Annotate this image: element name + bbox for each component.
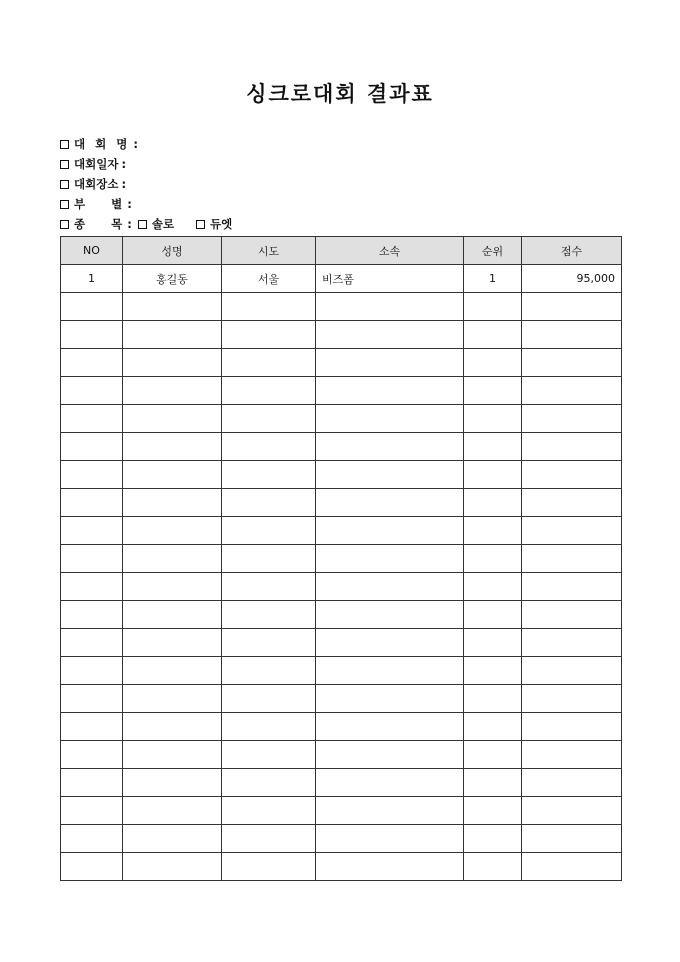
cell-affiliation <box>316 321 464 349</box>
cell-score <box>522 405 622 433</box>
table-row <box>61 797 622 825</box>
cell-region <box>222 601 316 629</box>
cell-name <box>123 769 222 797</box>
cell-rank <box>464 405 522 433</box>
info-colon: : <box>127 217 132 231</box>
cell-score <box>522 713 622 741</box>
cell-no <box>61 517 123 545</box>
cell-no <box>61 461 123 489</box>
cell-no <box>61 293 123 321</box>
cell-no <box>61 685 123 713</box>
cell-score <box>522 853 622 881</box>
cell-region <box>222 657 316 685</box>
info-colon: : <box>121 157 127 171</box>
table-header-row <box>61 237 622 265</box>
cell-name <box>123 797 222 825</box>
cell-rank: 1 <box>464 265 522 293</box>
header-affiliation: 소속 <box>316 237 464 265</box>
info-block <box>60 134 232 234</box>
cell-affiliation <box>316 741 464 769</box>
cell-region <box>222 629 316 657</box>
info-competition-date <box>60 154 232 174</box>
table-row <box>61 769 622 797</box>
cell-rank <box>464 601 522 629</box>
page-title: 싱크로대회 결과표 <box>246 81 434 106</box>
table-row <box>61 545 622 573</box>
cell-rank <box>464 685 522 713</box>
cell-affiliation <box>316 293 464 321</box>
cell-rank <box>464 461 522 489</box>
cell-affiliation <box>316 377 464 405</box>
cell-rank <box>464 853 522 881</box>
cell-affiliation <box>316 713 464 741</box>
table-row <box>61 433 622 461</box>
header-region: 시도 <box>222 237 316 265</box>
cell-name <box>123 573 222 601</box>
info-label: 대회일자 <box>74 157 119 171</box>
cell-region <box>222 433 316 461</box>
cell-no <box>61 629 123 657</box>
cell-rank <box>464 825 522 853</box>
cell-name <box>123 433 222 461</box>
cell-name <box>123 489 222 517</box>
cell-score <box>522 321 622 349</box>
cell-score <box>522 545 622 573</box>
checkbox-icon <box>60 160 69 169</box>
table-body <box>61 265 622 881</box>
checkbox-icon <box>60 220 69 229</box>
table-row <box>61 293 622 321</box>
cell-name <box>123 517 222 545</box>
table-row <box>61 601 622 629</box>
table-row <box>61 741 622 769</box>
info-event <box>60 214 232 234</box>
table-row <box>61 853 622 881</box>
cell-no <box>61 377 123 405</box>
cell-region <box>222 713 316 741</box>
cell-name: 홍길동 <box>123 265 222 293</box>
cell-score <box>522 685 622 713</box>
cell-name <box>123 825 222 853</box>
info-competition-name <box>60 134 232 154</box>
info-label: 대회장소 <box>74 177 119 191</box>
info-competition-venue <box>60 174 232 194</box>
header-score: 점수 <box>522 237 622 265</box>
cell-rank <box>464 657 522 685</box>
cell-region <box>222 517 316 545</box>
info-colon: : <box>121 177 127 191</box>
cell-region <box>222 377 316 405</box>
header-rank: 순위 <box>464 237 522 265</box>
cell-name <box>123 545 222 573</box>
event-option-label: 듀엣 <box>210 217 233 231</box>
cell-affiliation <box>316 601 464 629</box>
cell-name <box>123 461 222 489</box>
cell-affiliation <box>316 489 464 517</box>
checkbox-icon <box>60 200 69 209</box>
table-row <box>61 517 622 545</box>
cell-no <box>61 825 123 853</box>
table-row <box>61 657 622 685</box>
cell-score <box>522 377 622 405</box>
cell-name <box>123 293 222 321</box>
cell-affiliation <box>316 461 464 489</box>
cell-score: 95,000 <box>522 265 622 293</box>
cell-rank <box>464 517 522 545</box>
cell-affiliation <box>316 573 464 601</box>
cell-no <box>61 489 123 517</box>
cell-no <box>61 601 123 629</box>
cell-score <box>522 657 622 685</box>
cell-score <box>522 517 622 545</box>
cell-region <box>222 573 316 601</box>
cell-no <box>61 741 123 769</box>
cell-region <box>222 797 316 825</box>
table-row <box>61 377 622 405</box>
cell-no <box>61 405 123 433</box>
cell-affiliation <box>316 517 464 545</box>
table-row <box>61 265 622 293</box>
checkbox-icon <box>60 140 69 149</box>
cell-no <box>61 713 123 741</box>
cell-name <box>123 601 222 629</box>
info-label: 대 회 명 <box>74 137 131 151</box>
cell-rank <box>464 629 522 657</box>
table-row <box>61 573 622 601</box>
table-row <box>61 825 622 853</box>
cell-region <box>222 545 316 573</box>
cell-no <box>61 769 123 797</box>
cell-rank <box>464 321 522 349</box>
cell-no <box>61 433 123 461</box>
cell-name <box>123 741 222 769</box>
cell-rank <box>464 433 522 461</box>
event-option-duet[interactable] <box>196 214 232 234</box>
cell-no <box>61 321 123 349</box>
cell-name <box>123 685 222 713</box>
cell-region <box>222 349 316 377</box>
cell-name <box>123 657 222 685</box>
header-name: 성명 <box>123 237 222 265</box>
header-no: NO <box>61 237 123 265</box>
cell-affiliation <box>316 657 464 685</box>
cell-no <box>61 349 123 377</box>
cell-no <box>61 573 123 601</box>
cell-name <box>123 713 222 741</box>
table-row <box>61 405 622 433</box>
cell-rank <box>464 377 522 405</box>
table-row <box>61 321 622 349</box>
event-option-solo[interactable] <box>138 214 174 234</box>
cell-rank <box>464 489 522 517</box>
checkbox-icon[interactable] <box>196 220 205 229</box>
cell-score <box>522 741 622 769</box>
cell-name <box>123 377 222 405</box>
checkbox-icon <box>60 180 69 189</box>
cell-score <box>522 797 622 825</box>
table-row <box>61 461 622 489</box>
cell-affiliation <box>316 629 464 657</box>
cell-affiliation <box>316 797 464 825</box>
cell-rank <box>464 573 522 601</box>
cell-rank <box>464 545 522 573</box>
cell-no <box>61 657 123 685</box>
checkbox-icon[interactable] <box>138 220 147 229</box>
cell-rank <box>464 769 522 797</box>
cell-region <box>222 741 316 769</box>
cell-score <box>522 601 622 629</box>
info-label: 부 별 <box>74 197 125 211</box>
cell-region: 서울 <box>222 265 316 293</box>
cell-score <box>522 461 622 489</box>
info-division <box>60 194 232 214</box>
cell-region <box>222 293 316 321</box>
table-row <box>61 629 622 657</box>
cell-score <box>522 293 622 321</box>
table-row <box>61 349 622 377</box>
info-label: 종 목 <box>74 217 125 231</box>
cell-score <box>522 825 622 853</box>
cell-affiliation <box>316 349 464 377</box>
cell-affiliation <box>316 853 464 881</box>
cell-score <box>522 629 622 657</box>
cell-name <box>123 405 222 433</box>
cell-no <box>61 797 123 825</box>
cell-region <box>222 685 316 713</box>
cell-affiliation <box>316 433 464 461</box>
cell-name <box>123 629 222 657</box>
cell-rank <box>464 797 522 825</box>
cell-rank <box>464 741 522 769</box>
cell-no: 1 <box>61 265 123 293</box>
cell-region <box>222 321 316 349</box>
cell-rank <box>464 349 522 377</box>
cell-region <box>222 825 316 853</box>
cell-affiliation <box>316 825 464 853</box>
cell-name <box>123 853 222 881</box>
cell-affiliation: 비즈폼 <box>316 265 464 293</box>
cell-score <box>522 769 622 797</box>
cell-affiliation <box>316 545 464 573</box>
table-row <box>61 489 622 517</box>
cell-no <box>61 545 123 573</box>
cell-no <box>61 853 123 881</box>
cell-name <box>123 321 222 349</box>
info-colon: : <box>133 137 138 151</box>
cell-region <box>222 769 316 797</box>
cell-name <box>123 349 222 377</box>
table-row <box>61 685 622 713</box>
cell-rank <box>464 713 522 741</box>
cell-score <box>522 573 622 601</box>
cell-region <box>222 853 316 881</box>
info-colon: : <box>127 197 132 211</box>
event-option-label: 솔로 <box>151 217 175 231</box>
cell-region <box>222 489 316 517</box>
cell-score <box>522 489 622 517</box>
cell-region <box>222 405 316 433</box>
cell-rank <box>464 293 522 321</box>
result-table <box>60 236 622 881</box>
cell-affiliation <box>316 769 464 797</box>
table-row <box>61 713 622 741</box>
cell-score <box>522 433 622 461</box>
cell-affiliation <box>316 405 464 433</box>
cell-score <box>522 349 622 377</box>
cell-region <box>222 461 316 489</box>
cell-affiliation <box>316 685 464 713</box>
